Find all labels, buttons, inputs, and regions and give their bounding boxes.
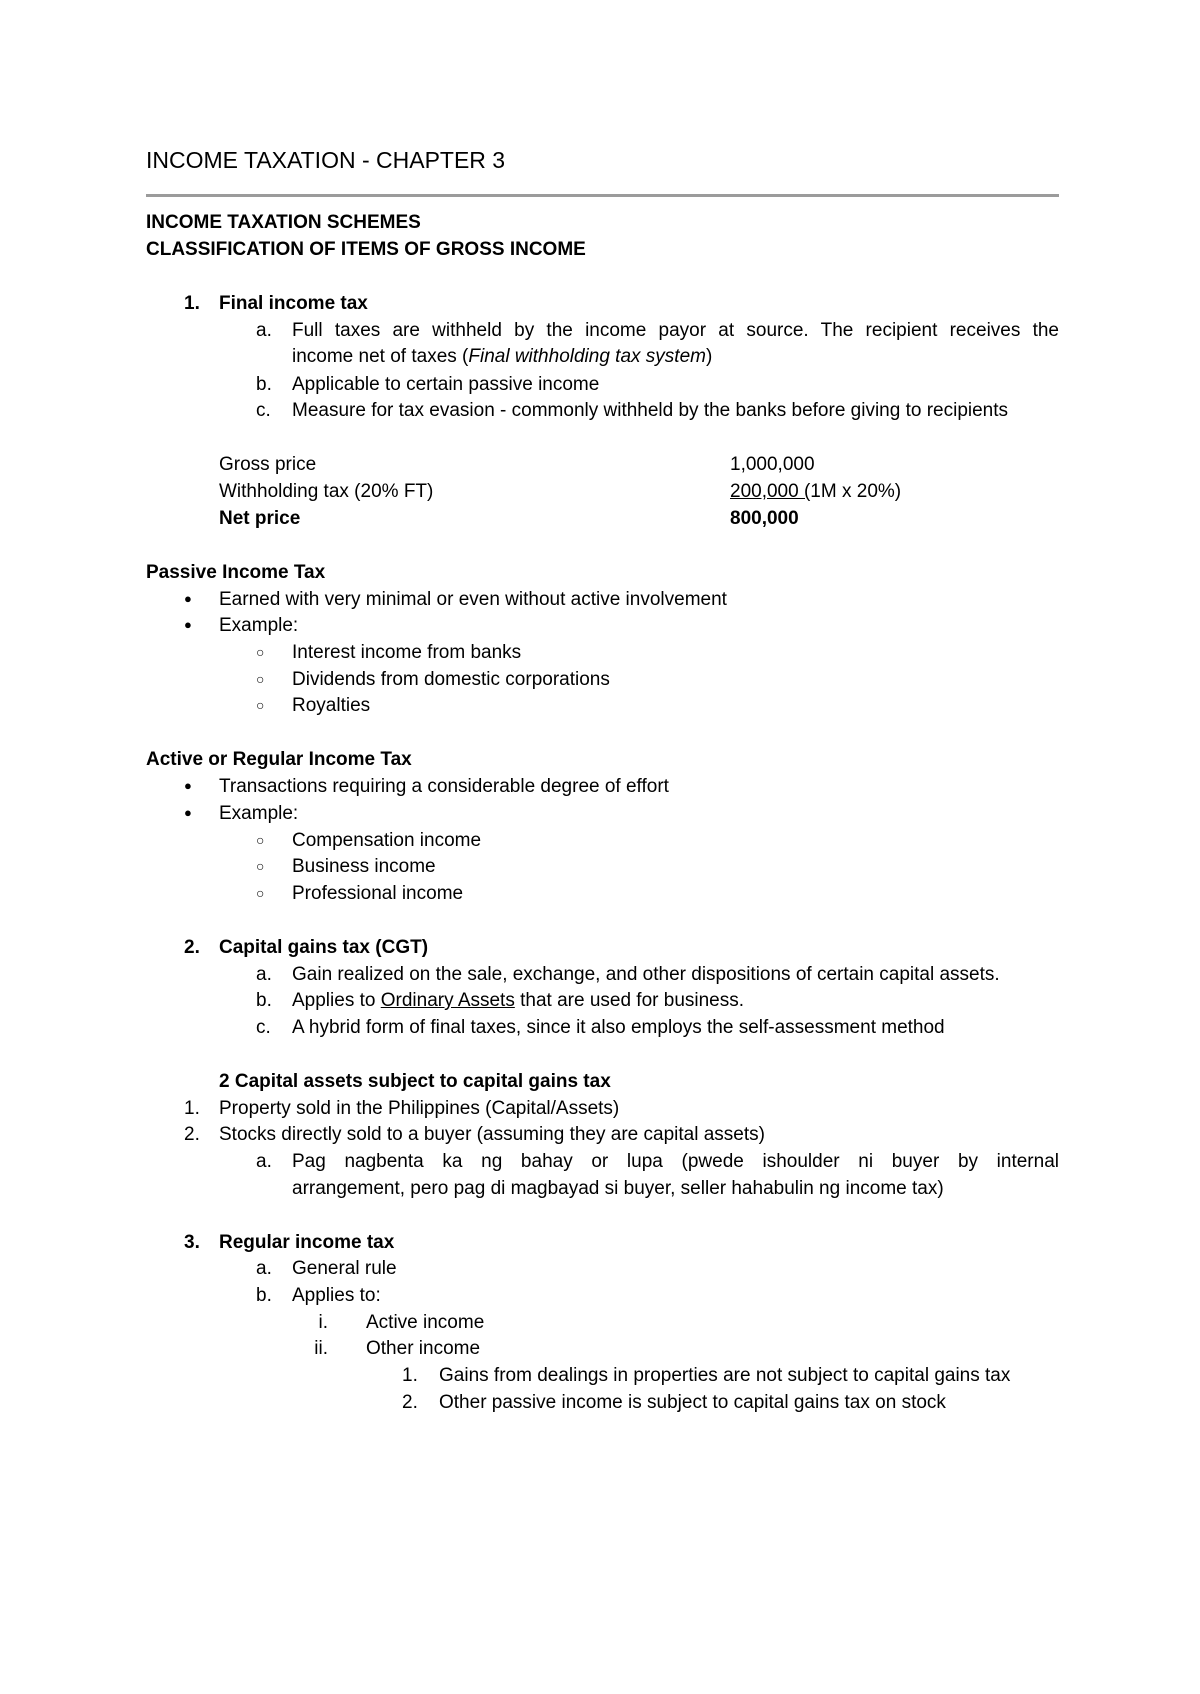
sub-bullet-icon: ○ [256, 832, 265, 848]
cgt-item-a: Gain realized on the sale, exchange, and other dispositions of certain capital assets. [292, 964, 1000, 985]
gross-price-value: 1,000,000 [730, 454, 815, 475]
list-letter: b. [256, 1285, 272, 1306]
list-letter: b. [256, 990, 272, 1011]
passive-heading: Passive Income Tax [146, 562, 326, 583]
italic-term: Final withholding tax system [468, 346, 706, 367]
bullet-icon: ● [184, 617, 192, 632]
sub-bullet-icon: ○ [256, 858, 265, 874]
section-heading-final: Final income tax [219, 293, 368, 314]
passive-example: Interest income from banks [292, 642, 522, 663]
subheading-classification: CLASSIFICATION OF ITEMS OF GROSS INCOME [146, 239, 586, 260]
active-example: Professional income [292, 883, 464, 904]
cgt-item-c: A hybrid form of final taxes, since it also employs the self-assessment method [292, 1017, 945, 1038]
capital-assets-sub-line1: Pag nagbenta ka ng bahay or lupa (pwede ishoulder ni buyer by internal [292, 1151, 1059, 1172]
list-number: 1. [402, 1365, 418, 1386]
list-letter: a. [256, 320, 272, 341]
final-item-a-line1: Full taxes are withheld by the income payor at source. The recipient receives the [292, 320, 1059, 341]
net-price-value: 800,000 [730, 508, 799, 529]
list-letter: a. [256, 964, 272, 985]
withholding-tax-label: Withholding tax (20% FT) [219, 481, 434, 502]
capital-assets-item-2: Stocks directly sold to a buyer (assuming they are capital assets) [219, 1124, 765, 1145]
regular-item-a: General rule [292, 1258, 397, 1279]
active-example: Compensation income [292, 830, 482, 851]
sub-bullet-icon: ○ [256, 644, 265, 660]
regular-subitem-1: Gains from dealings in properties are not subject to capital gains tax [439, 1365, 1011, 1386]
section-number-regular: 3. [184, 1232, 200, 1253]
section-heading-cgt: Capital gains tax (CGT) [219, 937, 429, 958]
final-item-a-line2: income net of taxes (Final withholding tax system) [292, 346, 713, 367]
bullet-icon: ● [184, 778, 192, 793]
list-number: 2. [402, 1392, 418, 1413]
list-number: 2. [184, 1124, 200, 1145]
subheading-schemes: INCOME TAXATION SCHEMES [146, 212, 421, 233]
document-title: INCOME TAXATION - CHAPTER 3 [146, 147, 506, 173]
capital-assets-heading: 2 Capital assets subject to capital gains tax [219, 1071, 611, 1092]
withholding-tax-value: 200,000 (1M x 20%) [730, 481, 902, 502]
gross-price-label: Gross price [219, 454, 317, 475]
active-bullet-1: Transactions requiring a considerable degree of effort [219, 776, 669, 797]
underlined-term: Ordinary Assets [380, 990, 515, 1011]
list-letter: a. [256, 1151, 272, 1172]
title-divider [146, 194, 1059, 197]
passive-bullet-1: Earned with very minimal or even without active involvement [219, 589, 727, 610]
net-price-label: Net price [219, 508, 301, 529]
roman-numeral: ii. [314, 1338, 328, 1359]
list-number: 1. [184, 1098, 200, 1119]
final-item-b: Applicable to certain passive income [292, 374, 600, 395]
list-letter: a. [256, 1258, 272, 1279]
bullet-icon: ● [184, 805, 192, 820]
passive-example: Royalties [292, 695, 371, 716]
active-heading: Active or Regular Income Tax [146, 749, 412, 770]
regular-item-ii: Other income [366, 1338, 481, 1359]
regular-subitem-2: Other passive income is subject to capital gains tax on stock [439, 1392, 946, 1413]
list-letter: c. [256, 1017, 271, 1038]
section-heading-regular: Regular income tax [219, 1232, 395, 1253]
bullet-icon: ● [184, 591, 192, 606]
section-number-final: 1. [184, 293, 200, 314]
sub-bullet-icon: ○ [256, 697, 265, 713]
active-example: Business income [292, 856, 436, 877]
passive-bullet-2: Example: [219, 615, 299, 636]
regular-item-b: Applies to: [292, 1285, 381, 1306]
list-letter: c. [256, 400, 271, 421]
final-item-c: Measure for tax evasion - commonly withheld by the banks before giving to recipients [292, 400, 1009, 421]
regular-item-i: Active income [366, 1312, 485, 1333]
list-letter: b. [256, 374, 272, 395]
section-number-cgt: 2. [184, 937, 200, 958]
capital-assets-item-1: Property sold in the Philippines (Capital/Assets) [219, 1098, 620, 1119]
sub-bullet-icon: ○ [256, 671, 265, 687]
cgt-item-b: Applies to Ordinary Assets that are used for business. [292, 990, 745, 1011]
sub-bullet-icon: ○ [256, 885, 265, 901]
roman-numeral: i. [318, 1312, 328, 1333]
passive-example: Dividends from domestic corporations [292, 669, 610, 690]
active-bullet-2: Example: [219, 803, 299, 824]
capital-assets-sub-line2: arrangement, pero pag di magbayad si buyer, seller hahabulin ng income tax) [292, 1178, 944, 1199]
